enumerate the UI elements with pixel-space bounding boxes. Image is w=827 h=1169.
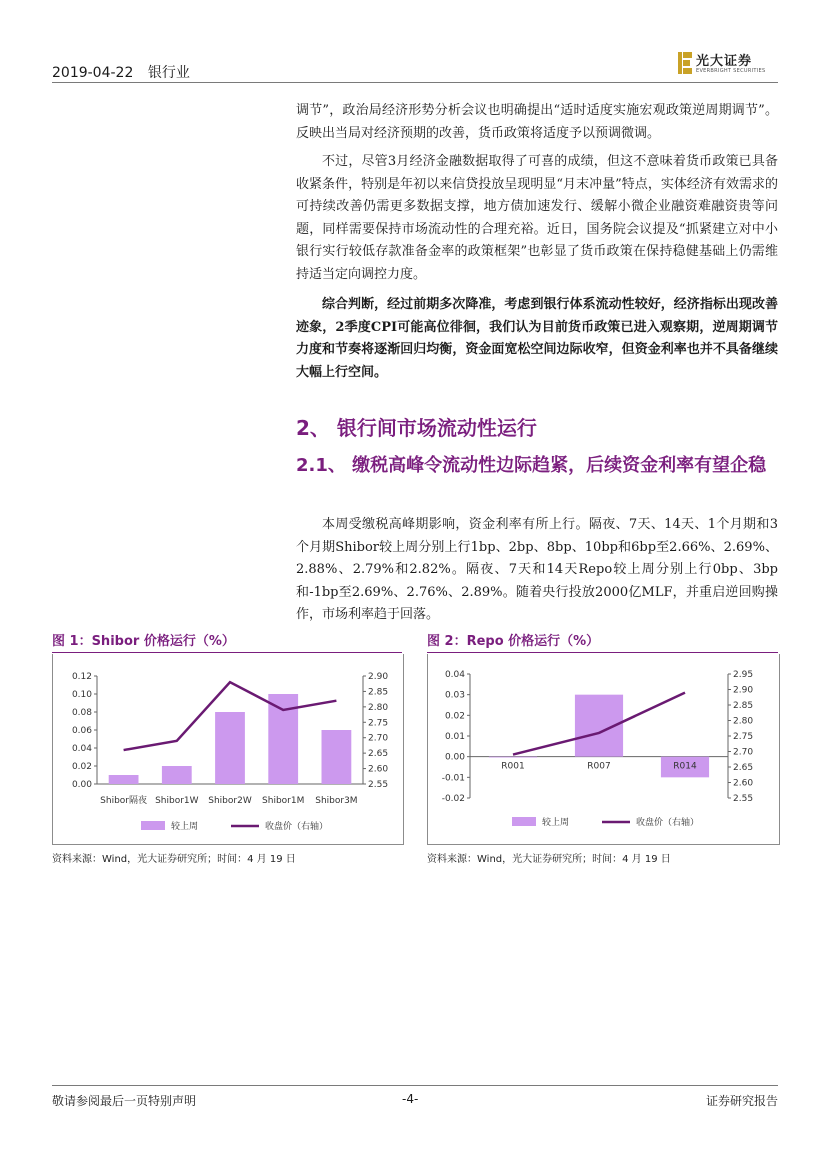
y-left-tick-label: 0.04 xyxy=(71,744,92,754)
bar xyxy=(489,757,537,758)
footer-report-type: 证券研究报告 xyxy=(705,1094,778,1108)
bar xyxy=(215,712,245,784)
category-label: R014 xyxy=(673,761,697,772)
y-right-tick-label: 2.75 xyxy=(368,718,389,729)
y-left-tick-label: 0.03 xyxy=(444,690,465,701)
figure-1-source: 资料来源：Wind，光大证券研究所；时间：4 月 19 日 xyxy=(52,854,296,865)
repo-chart-svg xyxy=(428,654,779,844)
paragraph-3-summary: 综合判断，经过前期多次降准，考虑到银行体系流动性较好，经济指标出现改善迹象，2季度CPI可能高位徘徊，我们认为目前货币政策已进入观察期，逆周期调节力度和节奏将逐渐回归均衡，资金面宽松空间边际收窄，但资金利率也并不具备继续大幅上行空间。 xyxy=(296,297,778,380)
y-right-tick-label: 2.85 xyxy=(733,701,754,711)
shibor-chart-svg xyxy=(53,654,403,844)
y-right-tick-label: 2.60 xyxy=(368,764,389,775)
category-label: Shibor2W xyxy=(208,796,252,806)
y-left-tick-label: 0.01 xyxy=(444,732,465,742)
legend-bar-swatch xyxy=(141,821,165,830)
y-right-tick-label: 2.70 xyxy=(733,747,754,758)
bar xyxy=(109,775,139,784)
logo-mark-icon xyxy=(678,52,692,74)
y-right-tick-label: 2.80 xyxy=(368,702,389,713)
y-left-tick-label: 0.12 xyxy=(71,672,92,682)
category-label: Shibor隔夜 xyxy=(100,796,148,806)
paragraph-1: 调节”，政治局经济形势分析会议也明确提出“适时适度实施宏观政策逆周期调节”。反映出当局对经济预期的改善，货币政策将适度予以预调微调。 xyxy=(296,103,778,141)
bar xyxy=(162,766,192,784)
y-left-tick-label: 0.02 xyxy=(444,711,465,722)
legend-bar-swatch xyxy=(512,817,536,826)
category-label: R001 xyxy=(501,761,525,772)
y-right-tick-label: 2.65 xyxy=(368,749,389,760)
y-right-tick-label: 2.55 xyxy=(368,780,389,790)
body-upper xyxy=(296,100,778,384)
category-label: Shibor1M xyxy=(262,796,305,806)
y-left-tick-label: 0.04 xyxy=(444,670,465,680)
section-heading: 2、 银行间市场流动性运行 xyxy=(296,416,537,440)
category-label: Shibor3M xyxy=(315,796,358,806)
legend-line-label: 收盘价（右轴） xyxy=(265,822,329,832)
subsection-heading: 2.1、 缴税高峰令流动性边际趋紧，后续资金利率有望企稳 xyxy=(296,455,767,476)
figure-2-rule xyxy=(427,652,778,653)
body-lower xyxy=(296,514,778,627)
figure-2-chart xyxy=(427,654,780,845)
figure-2-source: 资料来源：Wind，光大证券研究所；时间：4 月 19 日 xyxy=(427,854,671,865)
y-right-tick-label: 2.90 xyxy=(733,685,754,696)
category-label: R007 xyxy=(587,761,611,772)
y-left-tick-label: 0.06 xyxy=(71,726,92,736)
y-right-tick-label: 2.65 xyxy=(733,763,754,773)
y-right-tick-label: 2.80 xyxy=(733,716,754,727)
y-right-tick-label: 2.90 xyxy=(368,672,389,682)
y-right-tick-label: 2.85 xyxy=(368,687,389,698)
y-right-tick-label: 2.75 xyxy=(733,732,754,742)
legend-bar-label: 较上周 xyxy=(542,818,570,828)
logo-text-en: EVERBRIGHT SECURITIES xyxy=(696,68,766,74)
figure-1-rule xyxy=(52,652,402,653)
y-left-tick-label: 0.02 xyxy=(71,762,92,772)
y-right-tick-label: 2.95 xyxy=(733,670,754,680)
y-left-tick-label: -0.02 xyxy=(441,794,465,804)
paragraph-4: 本周受缴税高峰期影响，资金利率有所上行。隔夜、7天、14天、1个月期和3个月期Shibor较上周分别上行1bp、2bp、8bp、10bp和6bp至2.66%、2.69%、2.88%、2.79%和2.82%。隔夜、7天和14天Repo较上周分别上行0bp、3bp和-1bp至2.69%、2.76%、2.89%。随着央行投放2000亿MLF，并重启逆回购操作，市场利率趋于回落。 xyxy=(296,517,778,622)
page-number: -4- xyxy=(402,1092,419,1106)
paragraph-2: 不过，尽管3月经济金融数据取得了可喜的成绩，但这不意味着货币政策已具备收紧条件，特别是年初以来信贷投放呈现明显“月末冲量”特点，实体经济有效需求的可持续改善仍需更多数据支撑，地方债加速发行、缓解小微企业融资难融资贵等问题，同样需要保持市场流动性的合理充裕。近日，国务院会议提及“抓紧建立对中小银行实行较低存款准备金率的政策框架”也彰显了货币政策在保持稳健基础上仍需维持适当定向调控力度。 xyxy=(296,154,778,282)
y-right-tick-label: 2.55 xyxy=(733,794,754,804)
header-meta xyxy=(52,62,190,82)
logo-text-cn: 光大证券 xyxy=(696,54,753,69)
footer-disclaimer: 敬请参阅最后一页特别声明 xyxy=(52,1094,197,1108)
y-left-tick-label: -0.01 xyxy=(441,773,465,784)
y-left-tick-label: 0.00 xyxy=(71,780,92,790)
figure-2-title: 图 2：Repo 价格运行（%） xyxy=(427,634,600,649)
figure-1-title: 图 1：Shibor 价格运行（%） xyxy=(52,634,235,649)
y-left-tick-label: 0.10 xyxy=(71,690,92,700)
y-right-tick-label: 2.70 xyxy=(368,733,389,744)
category-label: Shibor1W xyxy=(155,796,199,806)
y-left-tick-label: 0.08 xyxy=(71,708,92,718)
figure-1-chart xyxy=(52,654,404,845)
legend-bar-label: 较上周 xyxy=(171,822,199,832)
page-header xyxy=(52,54,778,83)
y-left-tick-label: 0.00 xyxy=(444,752,465,763)
company-logo xyxy=(678,50,778,78)
report-date: 2019-04-22 xyxy=(52,65,134,81)
y-right-tick-label: 2.60 xyxy=(733,778,754,789)
bar xyxy=(322,730,352,784)
page-footer xyxy=(52,1085,778,1108)
industry-label: 银行业 xyxy=(147,65,190,81)
legend-line-label: 收盘价（右轴） xyxy=(636,818,700,828)
